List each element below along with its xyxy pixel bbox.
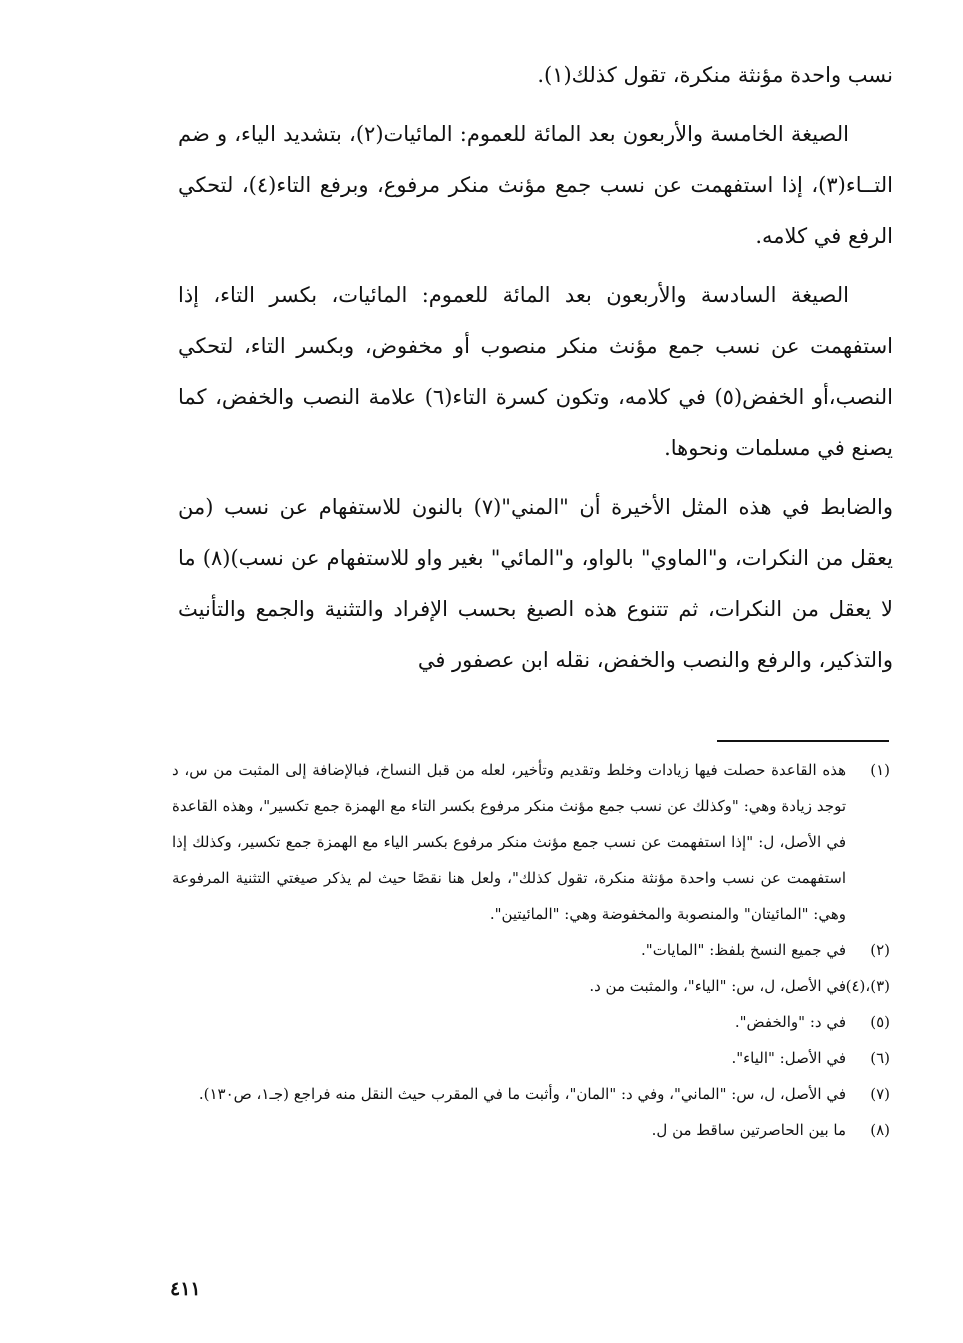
paragraph-1: نسب واحدة مؤنثة منكرة، تقول كذلك(١). [537,63,893,87]
footnote-text: هذه القاعدة حصلت فيها زيادات وخلط وتقديم وتأخير، لعله من قبل النساخ، فبالإضافة إلى المثبت من س، د توجد زيادة وهي: "وكذلك عن نسب جمع مؤنث منكر مرفوع بكسر التاء مع الهمزة جمع تكسير"، وهذه القاعدة في الأصل، ل: "إذا استفهمت عن نسب جمع مؤنث منكر مرفوع بكسر الياء مع الهمزة جمع تكسير، وكذلك إذا استفهمت عن نسب واحدة مؤنثة منكرة، تقول كذلك"، ولعل هنا نقصًا حيث لم يذكر صيغتي التثنية المرفوعة وهي: "المائيتان" والمنصوبة والمخفوضة وهي: "المائيتين". [172,761,846,923]
footnote-text: ما بين الحاصرتين ساقط من ل. [651,1121,846,1139]
footnote-text: في د: "والخفض". [734,1013,846,1031]
paragraph-3: الصيغة السادسة والأربعون بعد المائة للعموم: المائيات، بكسر التاء، إذا استفهمت عن نسب جمع مؤنث منكر منصوب أو مخفوض، وبكسر التاء، لتحكي النصب،أو الخفض(٥) في كلامه، وتكون كسرة التاء(٦) علامة النصب والخفض، كما يصنع في مسلمات ونحوها. [178,283,893,460]
footnote-3-4 [172,968,890,1004]
page-number: ٤١١ [170,1278,201,1300]
footnote-number: (٨) [870,1121,890,1139]
footnote-text: في جميع النسخ بلفظ: "المايات". [641,941,846,959]
footnote-8 [172,1112,890,1148]
footnote-text: في الأصل، ل، س: "الماني"، وفي د: "المان"، وأثبت ما في المقرب حيث النقل منه فراجع (جـ١، ص١٣٠). [198,1085,846,1103]
footnote-number: (٧) [870,1085,890,1103]
paragraph-4: والضابط في هذه المثل الأخيرة أن "المني"(٧) بالنون للاستفهام عن نسب (من يعقل من النكرات، و"الماوي" بالواو، و"المائي" بغير واو للاستفهام عن نسب)(٨) ما لا يعقل من النكرات، ثم تتنوع هذه الصيغ بحسب الإفراد والتثنية والجمع والتأنيث والتذكير، والرفع والنصب والخفض، نقله ابن عصفور في [178,495,893,672]
footnote-number: (٢) [870,941,890,959]
footnote-2 [172,932,890,968]
footnote-1 [172,752,890,932]
footnote-5 [172,1004,890,1040]
paragraph-2: الصيغة الخامسة والأربعون بعد المائة للعموم: المائيات(٢)، بتشديد الياء، و ضم التــاء(٣)، إذا استفهمت عن نسب جمع مؤنث منكر مرفوع، وبرفع التاء(٤)، لتحكي الرفع في كلامه. [178,122,893,248]
footnotes [172,752,890,1148]
footnote-number: (٣)،(٤) [845,977,890,995]
footnote-7 [172,1076,890,1112]
footnote-text: في الأصل، ل، س: "الياء"، والمثبت من د. [589,977,846,995]
footnote-number: (٦) [870,1049,890,1067]
footnote-6 [172,1040,890,1076]
footnote-text: في الأصل: "الياء". [731,1049,846,1067]
footnote-number: (١) [870,761,890,779]
main-text [178,50,893,694]
footnote-number: (٥) [870,1013,890,1031]
footnote-separator [717,740,889,742]
